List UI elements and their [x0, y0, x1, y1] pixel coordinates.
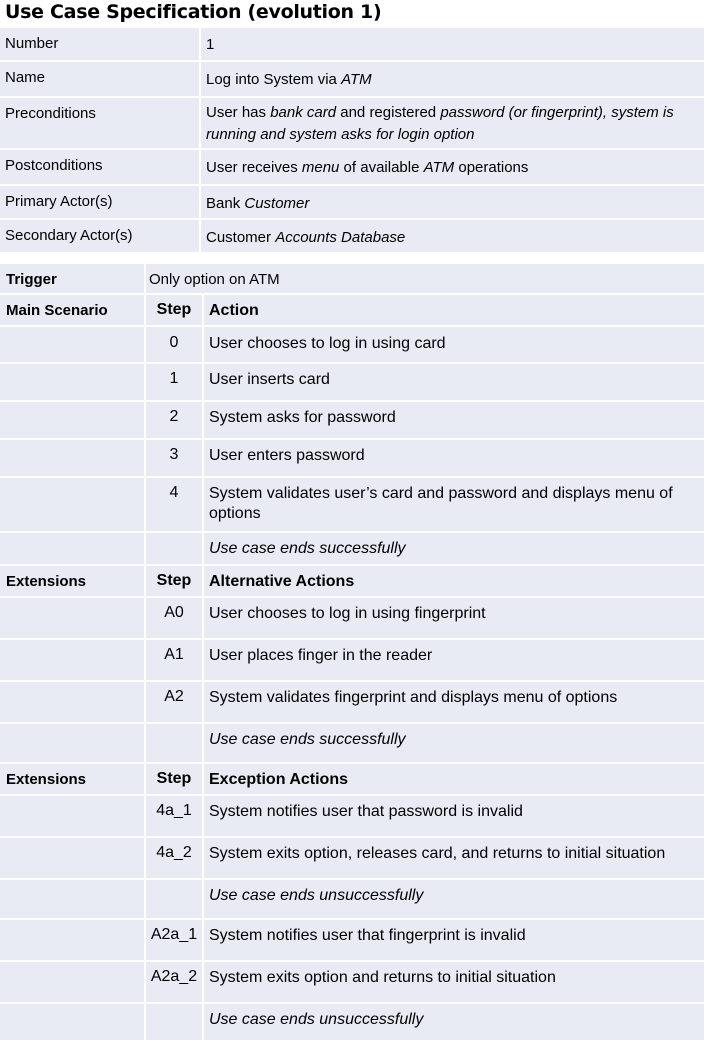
table-row: [0, 880, 704, 920]
preconditions-value: User has bank card and registered password (or fingerprint), system is running and system asks for login option: [201, 98, 704, 150]
name-label: Name: [0, 62, 201, 98]
empty-cell: [0, 682, 146, 724]
table-row: [0, 640, 704, 682]
table-row: [0, 920, 704, 962]
empty-cell: [146, 724, 204, 764]
step-action: System validates user’s card and password and displays menu of options: [204, 478, 704, 533]
empty-cell: [0, 640, 146, 682]
step-number: A2a_2: [146, 962, 204, 1004]
number-label: Number: [0, 28, 201, 62]
table-row: [0, 598, 704, 640]
trigger-value: Only option on ATM: [146, 264, 704, 295]
alternatives-header-row: [0, 566, 704, 598]
step-number: 4a_2: [146, 838, 204, 880]
flow-table: [0, 264, 704, 1042]
table-row: [0, 1004, 704, 1042]
empty-cell: [0, 880, 146, 920]
empty-cell: [0, 724, 146, 764]
empty-cell: [0, 838, 146, 880]
empty-cell: [0, 962, 146, 1004]
empty-cell: [0, 598, 146, 640]
preconditions-label: Preconditions: [0, 98, 201, 150]
empty-cell: [0, 920, 146, 962]
table-row: [0, 724, 704, 764]
secondary-actor-value: Customer Accounts Database: [201, 220, 704, 254]
trigger-row: [0, 264, 704, 295]
step-number: 3: [146, 440, 204, 478]
empty-cell: [146, 1004, 204, 1042]
step-number: A1: [146, 640, 204, 682]
postconditions-label: Postconditions: [0, 150, 201, 186]
step-action: System exits option, releases card, and returns to initial situation: [204, 838, 704, 880]
step-number: 4: [146, 478, 204, 533]
empty-cell: [146, 533, 204, 566]
empty-cell: [0, 327, 146, 364]
step-action: System exits option and returns to initial situation: [204, 962, 704, 1004]
secondary-actor-label: Secondary Actor(s): [0, 220, 201, 254]
table-row: [0, 682, 704, 724]
end-note: Use case ends successfully: [204, 533, 704, 566]
main-scenario-label: Main Scenario: [0, 295, 146, 327]
step-action: System notifies user that password is invalid: [204, 796, 704, 838]
step-action: System notifies user that fingerprint is invalid: [204, 920, 704, 962]
table-row: [0, 440, 704, 478]
main-action-header: Action: [204, 295, 704, 327]
table-row: [0, 478, 704, 533]
table-row: [0, 796, 704, 838]
end-note: Use case ends unsuccessfully: [204, 1004, 704, 1042]
step-number: A2a_1: [146, 920, 204, 962]
empty-cell: [0, 478, 146, 533]
step-action: User inserts card: [204, 364, 704, 402]
extensions-label: Extensions: [0, 764, 146, 796]
step-action: User chooses to log in using fingerprint: [204, 598, 704, 640]
empty-cell: [0, 533, 146, 566]
main-step-header: Step: [146, 295, 204, 327]
step-action: System validates fingerprint and displays menu of options: [204, 682, 704, 724]
table-row: [0, 327, 704, 364]
main-header-row: [0, 295, 704, 327]
primary-actor-value: Bank Customer: [201, 186, 704, 220]
table-row: [0, 402, 704, 440]
empty-cell: [0, 1004, 146, 1042]
step-number: A2: [146, 682, 204, 724]
primary-actor-label: Primary Actor(s): [0, 186, 201, 220]
alternatives-step-header: Step: [146, 566, 204, 598]
empty-cell: [0, 440, 146, 478]
end-note: Use case ends successfully: [204, 724, 704, 764]
number-value: 1: [201, 28, 704, 62]
spec-table: [0, 28, 704, 254]
page-title: Use Case Specification (evolution 1): [5, 1, 382, 23]
exceptions-header-row: [0, 764, 704, 796]
spec-row-name: [0, 62, 704, 98]
exceptions-action-header: Exception Actions: [204, 764, 704, 796]
empty-cell: [0, 796, 146, 838]
empty-cell: [0, 364, 146, 402]
step-number: 4a_1: [146, 796, 204, 838]
name-value: Log into System via ATM: [201, 62, 704, 98]
table-row: [0, 962, 704, 1004]
trigger-label: Trigger: [0, 264, 146, 295]
step-number: 0: [146, 327, 204, 364]
step-action: System asks for password: [204, 402, 704, 440]
step-number: 1: [146, 364, 204, 402]
spec-row-primary-actor: [0, 186, 704, 220]
extensions-label: Extensions: [0, 566, 146, 598]
spec-row-preconditions: [0, 98, 704, 150]
step-action: User chooses to log in using card: [204, 327, 704, 364]
empty-cell: [146, 880, 204, 920]
table-row: [0, 838, 704, 880]
step-number: A0: [146, 598, 204, 640]
step-action: User places finger in the reader: [204, 640, 704, 682]
end-note: Use case ends unsuccessfully: [204, 880, 704, 920]
table-row: [0, 364, 704, 402]
table-row: [0, 533, 704, 566]
step-action: User enters password: [204, 440, 704, 478]
postconditions-value: User receives menu of available ATM operations: [201, 150, 704, 186]
spec-row-secondary-actor: [0, 220, 704, 254]
alternatives-action-header: Alternative Actions: [204, 566, 704, 598]
empty-cell: [0, 402, 146, 440]
spec-row-postconditions: [0, 150, 704, 186]
step-number: 2: [146, 402, 204, 440]
spec-row-number: [0, 28, 704, 62]
exceptions-step-header: Step: [146, 764, 204, 796]
